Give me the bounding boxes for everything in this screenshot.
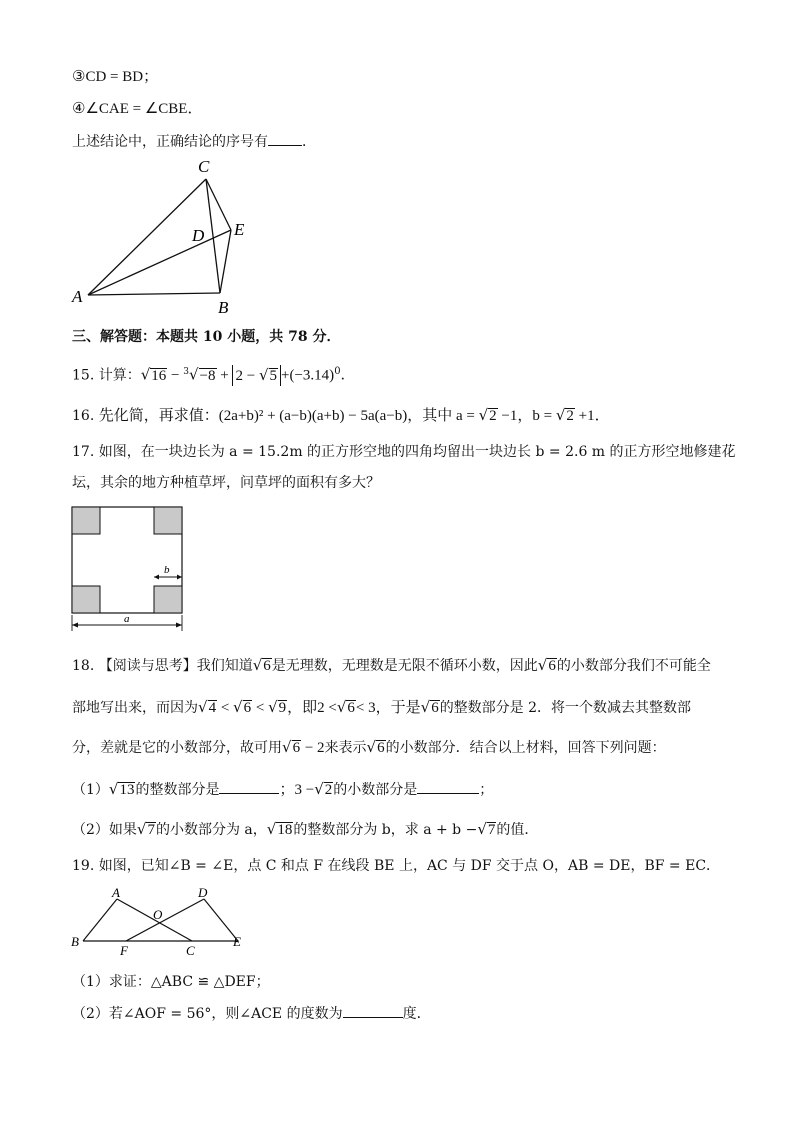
segment-AC (88, 179, 206, 295)
label-C: C (198, 157, 210, 176)
corner-bed-top-left (72, 507, 100, 534)
q16-text: 先化简，再求值：(2a+b)² + (a−b)(a+b) − 5a(a−b)，其中 a = (98, 408, 479, 424)
q14-blank[interactable] (268, 131, 302, 146)
corner-bed-top-right (154, 507, 182, 534)
q19-blank[interactable] (343, 1003, 403, 1018)
q18-part-1: （1）√13的整数部分是 ；3 −√2的小数部分是 ； (72, 780, 494, 798)
q17-line-1: 17. 如图，在一块边长为 a = 15.2m 的正方形空地的四角均留出一块边长 b = 2.6 m 的正方形空地修建花 (72, 444, 736, 460)
label-C: C (186, 943, 195, 958)
q15-radicand-neg8: −8 (199, 367, 216, 384)
triangles-figure-q19 (70, 886, 260, 956)
q19-line-1: 19. 如图，已知∠B = ∠E，点 C 和点 F 在线段 BE 上，AC 与 DF 交于点 O，AB = DE，BF = EC． (72, 858, 721, 874)
corner-bed-bottom-right (154, 586, 182, 613)
q18-line-3: 分，差就是它的小数部分，故可用√6 − 2来表示√6的小数部分．结合以上材料，回答下列问题： (72, 738, 666, 756)
q18-part-2: （2）如果√7的小数部分为 a，√18的整数部分为 b，求 a + b −√7的值． (72, 820, 539, 838)
q19-part-1: （1）求证：△ABC ≌ △DEF； (72, 974, 270, 990)
q14-period: ． (302, 134, 316, 150)
q15-exponent: 0 (334, 366, 341, 377)
segment-AE (88, 230, 231, 295)
q15-number: 15. (72, 367, 95, 384)
triangle-figure-q14 (70, 155, 270, 315)
q18-line-1: 18. 【阅读与思考】我们知道√6是无理数，无理数是无限不循环小数，因此√6的小数部分我们不可能全 (72, 656, 711, 674)
conclusion-3: ③CD = BD； (72, 69, 159, 85)
label-A: A (112, 885, 120, 900)
segment-EB (220, 230, 231, 293)
question-16: 16. 先化简，再求值：(2a+b)² + (a−b)(a+b) − 5a(a−b)，其中 a = √2 −1，b = √2 +1． (72, 406, 610, 424)
label-B: B (71, 934, 79, 949)
q14-prompt: 上述结论中，正确结论的序号有 (72, 134, 268, 150)
section-heading: 三、解答题：本题共 10 小题，共 78 分． (72, 329, 341, 345)
label-A: A (72, 287, 83, 306)
corner-bed-bottom-left (72, 586, 100, 613)
label-D: D (198, 885, 208, 900)
label-E: E (234, 220, 245, 239)
label-E: E (233, 934, 241, 949)
square-figure-q17 (70, 507, 190, 637)
q16-number: 16. (72, 408, 95, 424)
q18-blank-1[interactable] (219, 779, 279, 794)
q17-line-2: 坛，其余的地方种植草坪，问草坪的面积有多大？ (72, 475, 380, 491)
q15-radicand-16: 16 (151, 367, 167, 384)
q18-line-2: 部地写出来，而因为√4 < √6 < √9，即2 <√6< 3，于是√6的整数部分是 2．将一个数减去其整数部 (72, 698, 692, 716)
label-O: O (153, 907, 163, 922)
label-b: b (164, 564, 170, 576)
label-a: a (124, 613, 130, 625)
segment-BA (83, 899, 117, 941)
segment-AB (88, 293, 220, 295)
question-15: 15. 计算：$√16 - ^3√-8 + 2 - √5 +(-3.14)^0$． (72, 365, 355, 384)
segment-DF (126, 899, 204, 941)
q19-part-2: （2）若∠AOF = 56°，则∠ACE 的度数为 度． (72, 1003, 734, 1024)
conclusion-4: ④∠CAE = ∠CBE． (72, 101, 203, 117)
q14-answer-line (72, 131, 734, 152)
label-B: B (218, 298, 229, 317)
q15-lead: 计算： (98, 367, 141, 384)
q18-blank-2[interactable] (417, 779, 479, 794)
label-F: F (120, 943, 128, 958)
label-D: D (192, 226, 205, 245)
q15-power-term: +(−3.14) (281, 367, 335, 384)
q15-absolute-value: 2 − √5 (232, 365, 281, 386)
